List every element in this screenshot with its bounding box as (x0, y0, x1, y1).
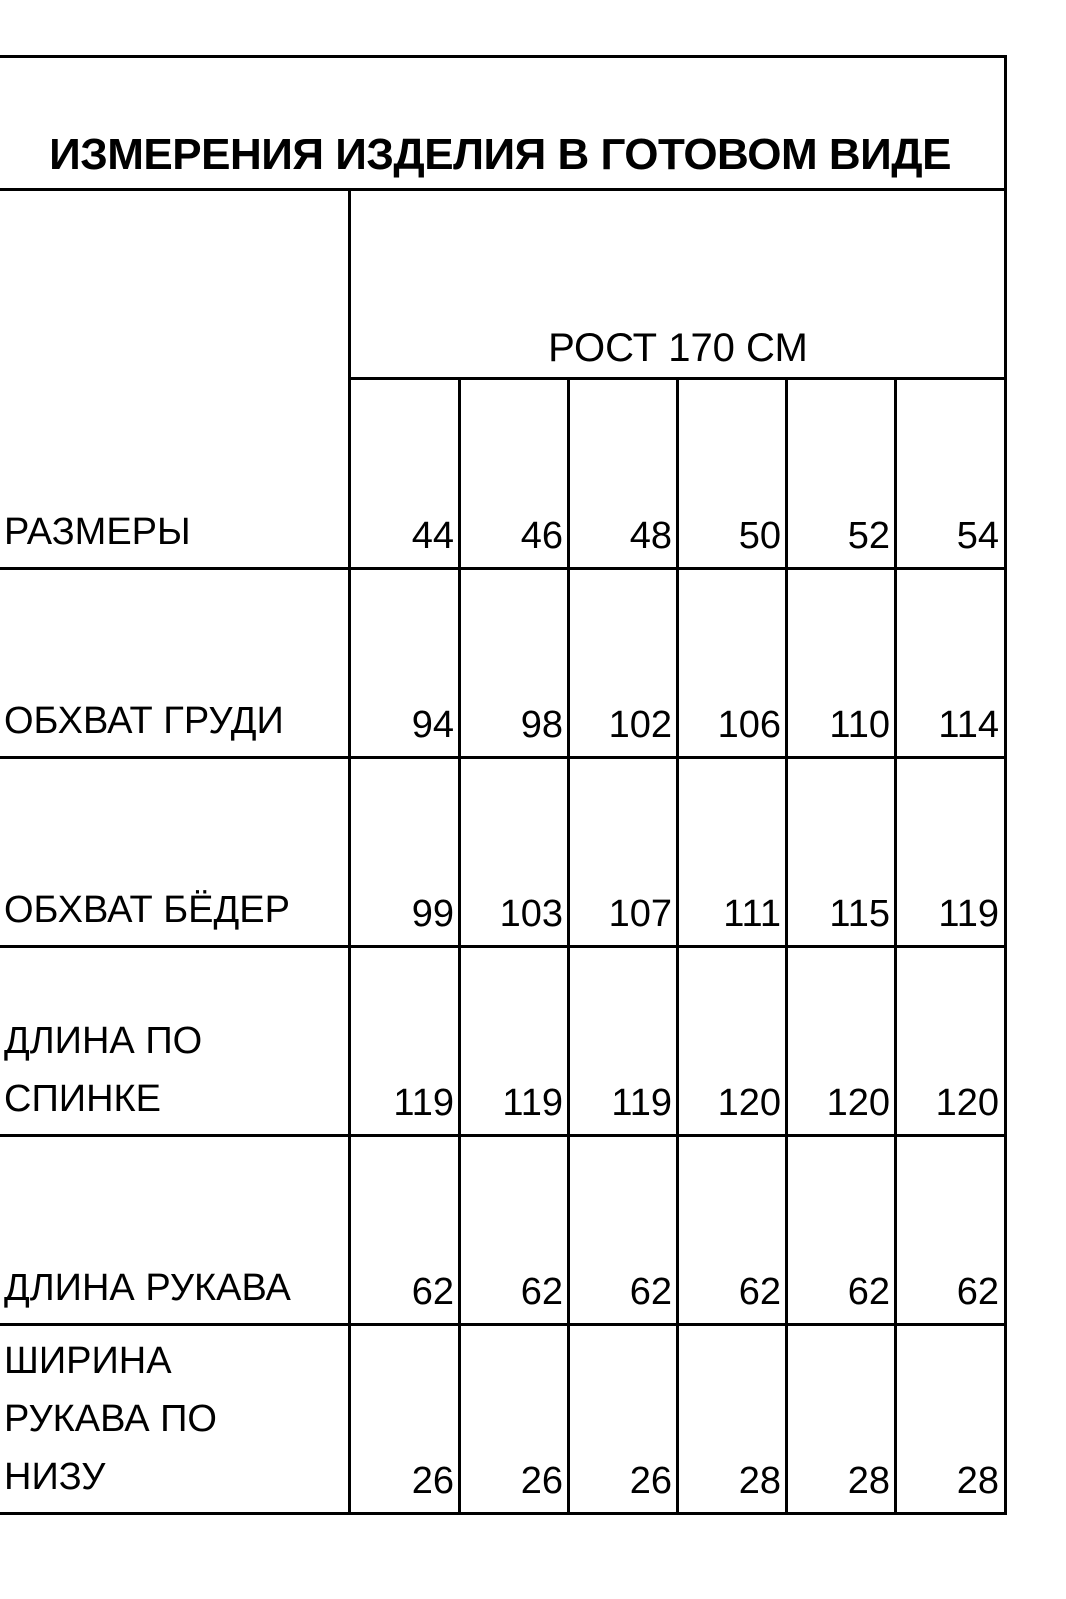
size-chart-table (0, 55, 1007, 1515)
table-cell: 26 (629, 1460, 672, 1502)
table-cell: 98 (520, 704, 563, 746)
table-cell: 62 (411, 1271, 454, 1313)
table-cell: 26 (520, 1460, 563, 1502)
table-cell: 26 (411, 1460, 454, 1502)
table-cell: 62 (629, 1271, 672, 1313)
table-cell: 119 (611, 1082, 672, 1124)
table-cell: 120 (826, 1082, 890, 1124)
row-divider (0, 1323, 1007, 1326)
table-cell: 28 (738, 1460, 781, 1502)
table-cell: 52 (847, 515, 890, 557)
table-cell: 110 (829, 704, 890, 746)
table-cell: 62 (847, 1271, 890, 1313)
row-label: ОБХВАТ ГРУДИ (4, 700, 284, 742)
row-divider (0, 1512, 1007, 1515)
table-cell: 119 (502, 1082, 563, 1124)
table-cell: 114 (938, 704, 999, 746)
table-cell: 28 (847, 1460, 890, 1502)
table-cell: 119 (938, 893, 999, 935)
table-cell: 94 (411, 704, 454, 746)
table-top-border (0, 55, 1007, 58)
table-cell: 62 (956, 1271, 999, 1313)
table-cell: 119 (393, 1082, 454, 1124)
row-divider (0, 945, 1007, 948)
row-label: ДЛИНА ПО СПИНКЕ (4, 1020, 203, 1120)
row-divider (0, 567, 1007, 570)
table-cell: 46 (520, 515, 563, 557)
row-label: ШИРИНА РУКАВА ПО НИЗУ (4, 1340, 217, 1498)
table-cell: 28 (956, 1460, 999, 1502)
table-cell: 48 (629, 515, 672, 557)
table-cell: 62 (520, 1271, 563, 1313)
table-cell: 44 (411, 515, 454, 557)
table-cell: 103 (499, 893, 563, 935)
title-divider (0, 188, 1007, 191)
table-cell: 106 (717, 704, 781, 746)
table-cell: 120 (717, 1082, 781, 1124)
row-divider (0, 1134, 1007, 1137)
table-cell: 50 (738, 515, 781, 557)
table-cell: 107 (608, 893, 672, 935)
table-title: ИЗМЕРЕНИЯ ИЗДЕЛИЯ В ГОТОВОМ ВИДЕ (49, 130, 951, 179)
table-cell: 99 (411, 893, 454, 935)
row-label: ОБХВАТ БЁДЕР (4, 889, 290, 931)
table-cell: 54 (956, 515, 999, 557)
row-divider (0, 756, 1007, 759)
table-cell: 115 (829, 893, 890, 935)
table-cell: 111 (723, 893, 781, 935)
table-cell: 120 (935, 1082, 999, 1124)
table-cell: 102 (608, 704, 672, 746)
table-right-border (1004, 55, 1007, 1515)
row-label: ДЛИНА РУКАВА (4, 1267, 291, 1309)
row-label: РАЗМЕРЫ (4, 511, 191, 553)
table-cell: 62 (738, 1271, 781, 1313)
height-header: РОСТ 170 СМ (548, 326, 808, 370)
